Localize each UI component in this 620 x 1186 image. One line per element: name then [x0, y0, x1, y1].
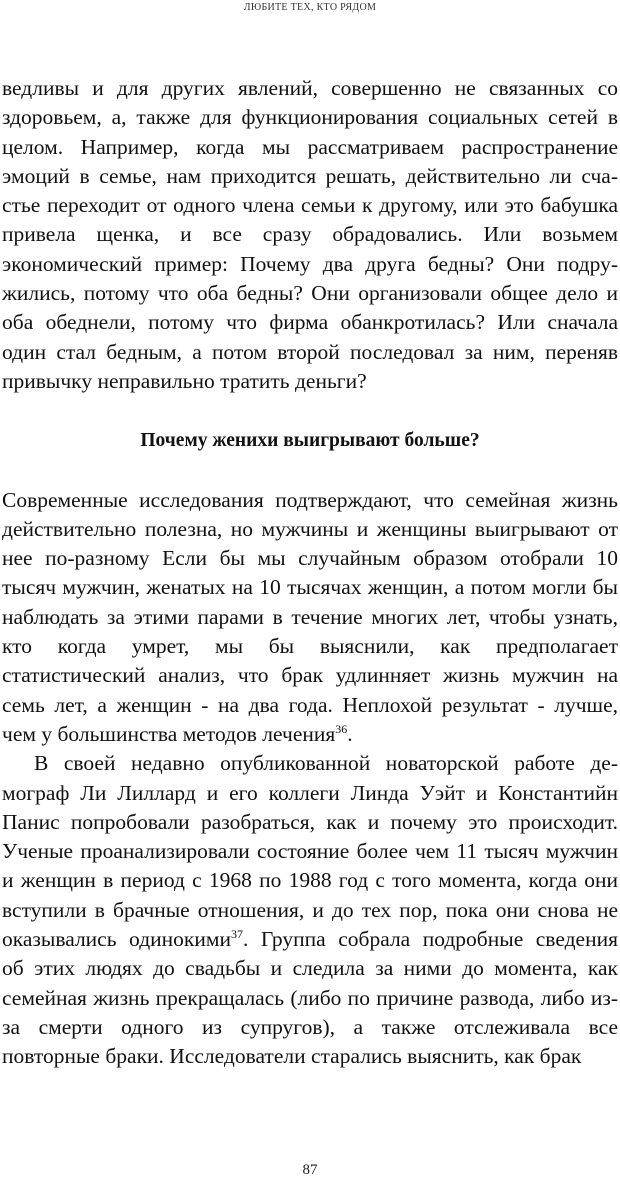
- text-line: Панис попробовали разобраться, как и почему это происходит.: [2, 809, 618, 834]
- text-line: Современные исследования подтверждают, что семейная жизнь: [2, 487, 618, 512]
- text-line: наблюдать за этими парами в течение многих лет, чтобы узнать,: [2, 604, 618, 629]
- text-line: мограф Ли Лиллард и его коллеги Линда Уэйт и Константийн: [2, 780, 618, 805]
- text-fragment: чем у большинства методов лечения: [2, 721, 336, 746]
- text-line: семь лет, а женщин - на два года. Неплохой результат - лучше,: [2, 692, 618, 717]
- text-line: привела щенка, и все сразу обрадовались. Или возьмем: [2, 222, 618, 247]
- text-line: тысяч мужчин, женатых на 10 тысячах женщин, а потом могли бы: [2, 575, 618, 600]
- text-line: кто когда умрет, мы бы выяснили, как предполагает: [2, 634, 618, 659]
- text-line: привычку неправильно тратить деньги?: [2, 368, 367, 393]
- text-line: нее по-разному Если бы мы случайным образом отобрали 10: [2, 546, 618, 571]
- page-body: [2, 74, 618, 1072]
- section-heading: Почему женихи выигрывают больше?: [140, 430, 480, 452]
- text-line: вступили в брачные отношения, и до тех пор, пока они снова не: [2, 897, 618, 922]
- page-number: 87: [302, 1162, 318, 1178]
- text-fragment: . Группа собрала подробные сведения: [242, 927, 618, 952]
- text-line: [2, 720, 618, 749]
- text-line: об этих людях до свадьбы и следила за ними до момента, как: [2, 956, 618, 981]
- text-line: эмоций в семье, нам приходится решать, действительно ли сча-: [2, 163, 618, 188]
- text-line: стье переходит от одного члена семьи к другому, или это бабушка: [2, 193, 618, 218]
- running-header-text: ЛЮБИТЕ ТЕХ, КТО РЯДОМ: [243, 2, 377, 13]
- text-line: здоровьем, а, также для функционирования социальных сетей в: [2, 105, 618, 130]
- paragraph-3: [2, 749, 618, 1071]
- text-line: экономический пример: Почему два друга бедны? Они подру-: [2, 251, 618, 276]
- text-fragment: .: [347, 721, 353, 746]
- text-line: статистический анализ, что брак удлинняет жизнь мужчин на: [2, 663, 618, 688]
- footnote-marker[interactable]: 36: [335, 721, 348, 736]
- text-line: семейная жизнь прекращалась (либо по причине развода, либо из-: [2, 985, 618, 1010]
- text-line: [2, 925, 618, 954]
- text-line: целом. Например, когда мы рассматриваем распространение: [2, 134, 618, 159]
- text-line: за смерти одного из супругов), а также отслеживала все: [2, 1014, 618, 1039]
- footnote-marker[interactable]: 37: [230, 927, 243, 942]
- paragraph-1: [2, 74, 618, 396]
- text-line: Ученые проанализировали состояние более чем 11 тысяч мужчин: [2, 839, 618, 864]
- text-line: повторные браки. Исследователи старались выяснить, как брак: [2, 1044, 582, 1069]
- text-line: оба обеднели, потому что фирма обанкротилась? Или сначала: [2, 310, 618, 335]
- running-header: [0, 2, 620, 13]
- text-line: жились, потому что оба бедны? Они организовали общее дело и: [2, 281, 618, 306]
- text-line: и женщин в период с 1968 по 1988 год с того момента, когда они: [2, 868, 618, 893]
- text-line: ведливы и для других явлений, совершенно не связанных со: [2, 76, 618, 100]
- text-line: действительно полезна, но мужчины и женщины выигрывают от: [2, 516, 618, 541]
- text-line: один стал бедным, а потом второй последовал за ним, переняв: [2, 339, 618, 364]
- text-line: В своей недавно опубликованной новаторской работе де-: [34, 751, 618, 776]
- text-fragment: оказывались одинокими: [2, 927, 231, 952]
- paragraph-2: [2, 486, 618, 750]
